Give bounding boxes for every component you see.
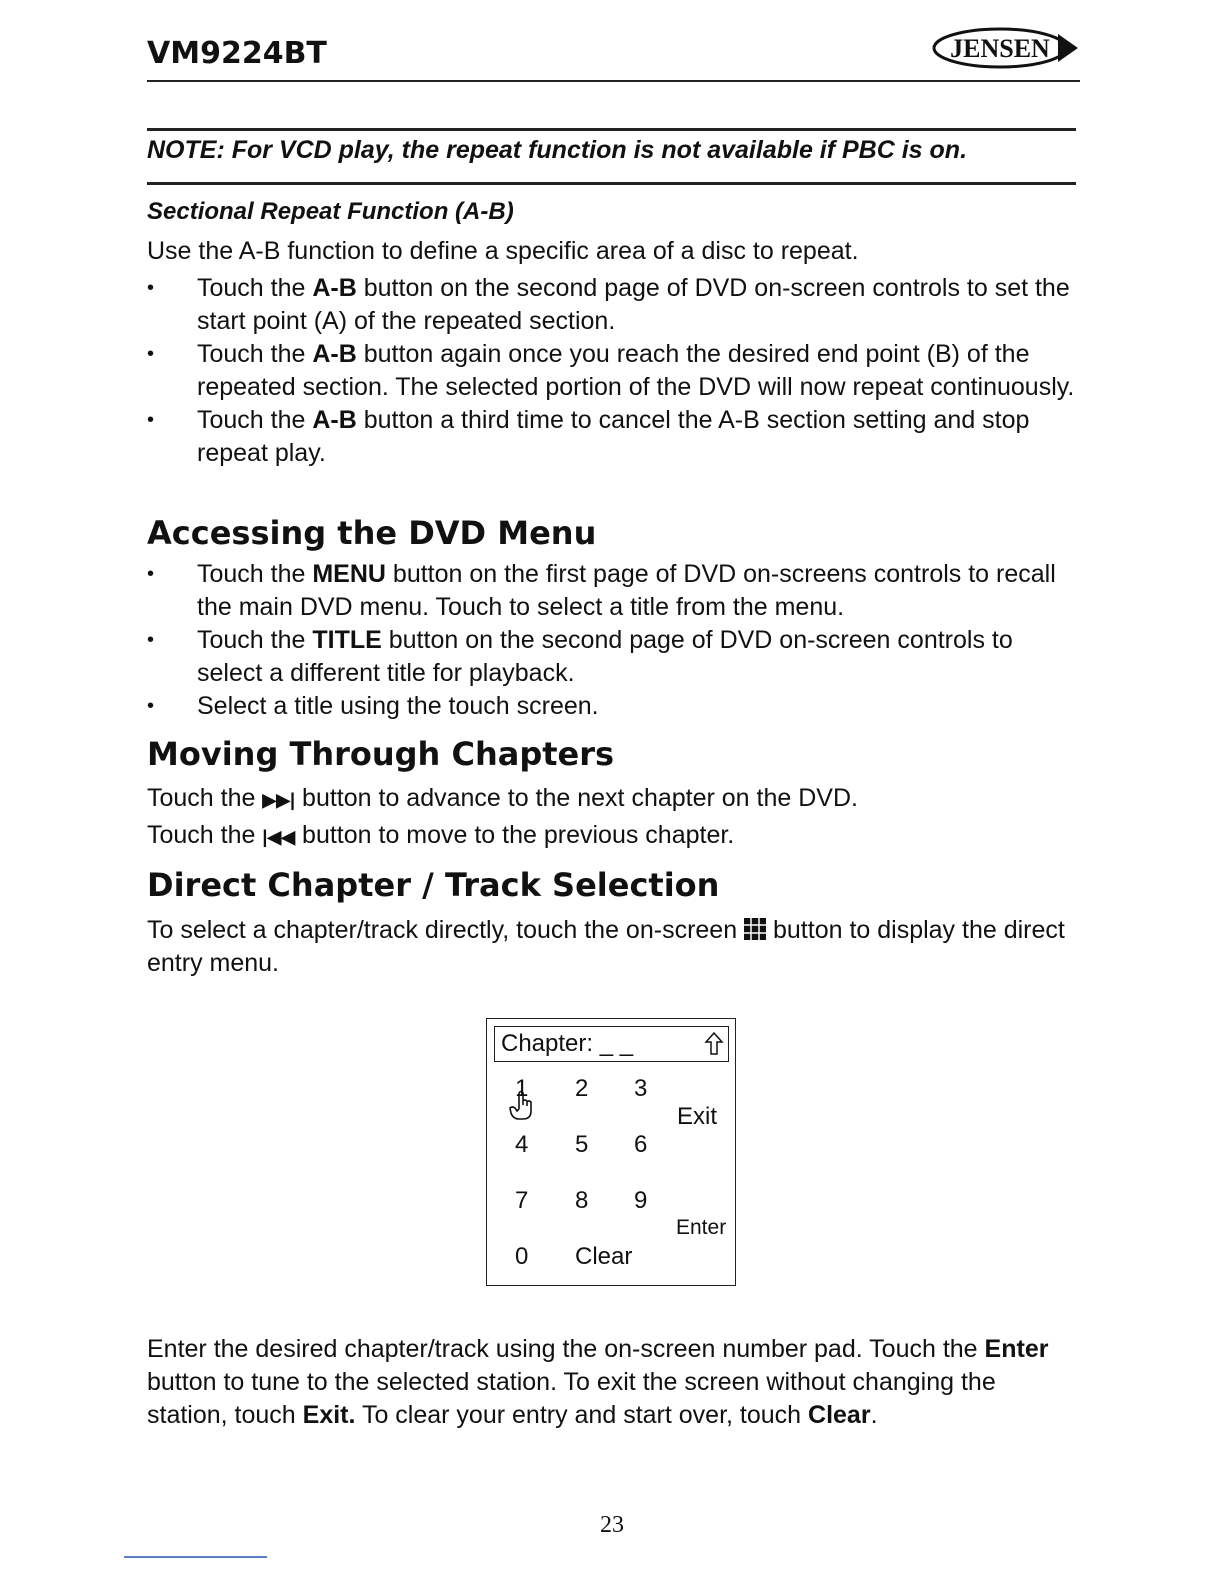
list-item: • Touch the MENU button on the first page of DVD on-screens controls to recall the main DVD menu. Touch to select a title from the menu. (147, 558, 1077, 624)
chapters-heading: Moving Through Chapters (147, 735, 615, 773)
key-3[interactable]: 3 (634, 1075, 648, 1102)
clear-button[interactable]: Clear (575, 1243, 633, 1270)
page-number: 23 (600, 1512, 624, 1538)
arrow-up-icon[interactable] (704, 1031, 724, 1057)
list-item: • Touch the A-B button on the second page of DVD on-screen controls to set the start point (A) of the repeated section. (147, 272, 1077, 338)
keypad-grid-icon (744, 918, 766, 940)
key-5[interactable]: 5 (575, 1131, 589, 1158)
key-1[interactable]: 1 (515, 1075, 529, 1102)
header-rule (147, 80, 1080, 82)
dvd-menu-heading: Accessing the DVD Menu (147, 514, 597, 552)
note-rule-top (147, 128, 1076, 131)
key-4[interactable]: 4 (515, 1131, 529, 1158)
hand-pointer-icon (507, 1089, 539, 1123)
dvd-menu-bullets (147, 558, 1077, 723)
model-title: VM9224BT (147, 36, 327, 71)
prev-chapter-text: Touch the |◀◀ button to move to the previous chapter. (147, 821, 735, 849)
sectional-bullets (147, 272, 1077, 470)
next-chapter-icon: ▶▶| (262, 790, 296, 810)
chapter-display (494, 1026, 729, 1062)
closing-paragraph: Enter the desired chapter/track using the on-screen number pad. Touch the Enter button to tune to the selected station. To exit the screen without changing the station, touch Exit. To clear your entry and start over, touch Clear. (147, 1335, 1049, 1429)
chapter-label: Chapter: _ _ (501, 1030, 634, 1057)
enter-button[interactable]: Enter (676, 1216, 727, 1239)
prev-chapter-icon: |◀◀ (262, 827, 296, 847)
exit-button[interactable]: Exit (677, 1103, 718, 1130)
list-item: • Select a title using the touch screen. (147, 690, 1077, 723)
direct-heading: Direct Chapter / Track Selection (147, 866, 720, 904)
sectional-repeat-title: Sectional Repeat Function (A-B) (147, 198, 514, 225)
sectional-intro: Use the A-B function to define a specific area of a disc to repeat. (147, 237, 859, 265)
list-item: • Touch the A-B button a third time to cancel the A-B section setting and stop repeat play. (147, 404, 1077, 470)
key-6[interactable]: 6 (634, 1131, 648, 1158)
list-item: • Touch the A-B button again once you reach the desired end point (B) of the repeated section. The selected portion of the DVD will now repeat continuously. (147, 338, 1077, 404)
key-7[interactable]: 7 (515, 1187, 529, 1214)
direct-entry-keypad (486, 1018, 736, 1286)
key-8[interactable]: 8 (575, 1187, 589, 1214)
vcd-note: NOTE: For VCD play, the repeat function is not available if PBC is on. (147, 136, 968, 164)
key-2[interactable]: 2 (575, 1075, 589, 1102)
key-9[interactable]: 9 (634, 1187, 648, 1214)
direct-text: To select a chapter/track directly, touch the on-screen button to display the direct entry menu. (147, 916, 1065, 977)
key-0[interactable]: 0 (515, 1243, 529, 1270)
logo-text: JENSEN (950, 34, 1050, 63)
next-chapter-text: Touch the ▶▶| button to advance to the next chapter on the DVD. (147, 784, 858, 812)
jensen-logo (930, 26, 1080, 70)
footer-line (124, 1556, 267, 1558)
list-item: • Touch the TITLE button on the second page of DVD on-screen controls to select a different title for playback. (147, 624, 1077, 690)
note-rule-bottom (147, 182, 1076, 185)
